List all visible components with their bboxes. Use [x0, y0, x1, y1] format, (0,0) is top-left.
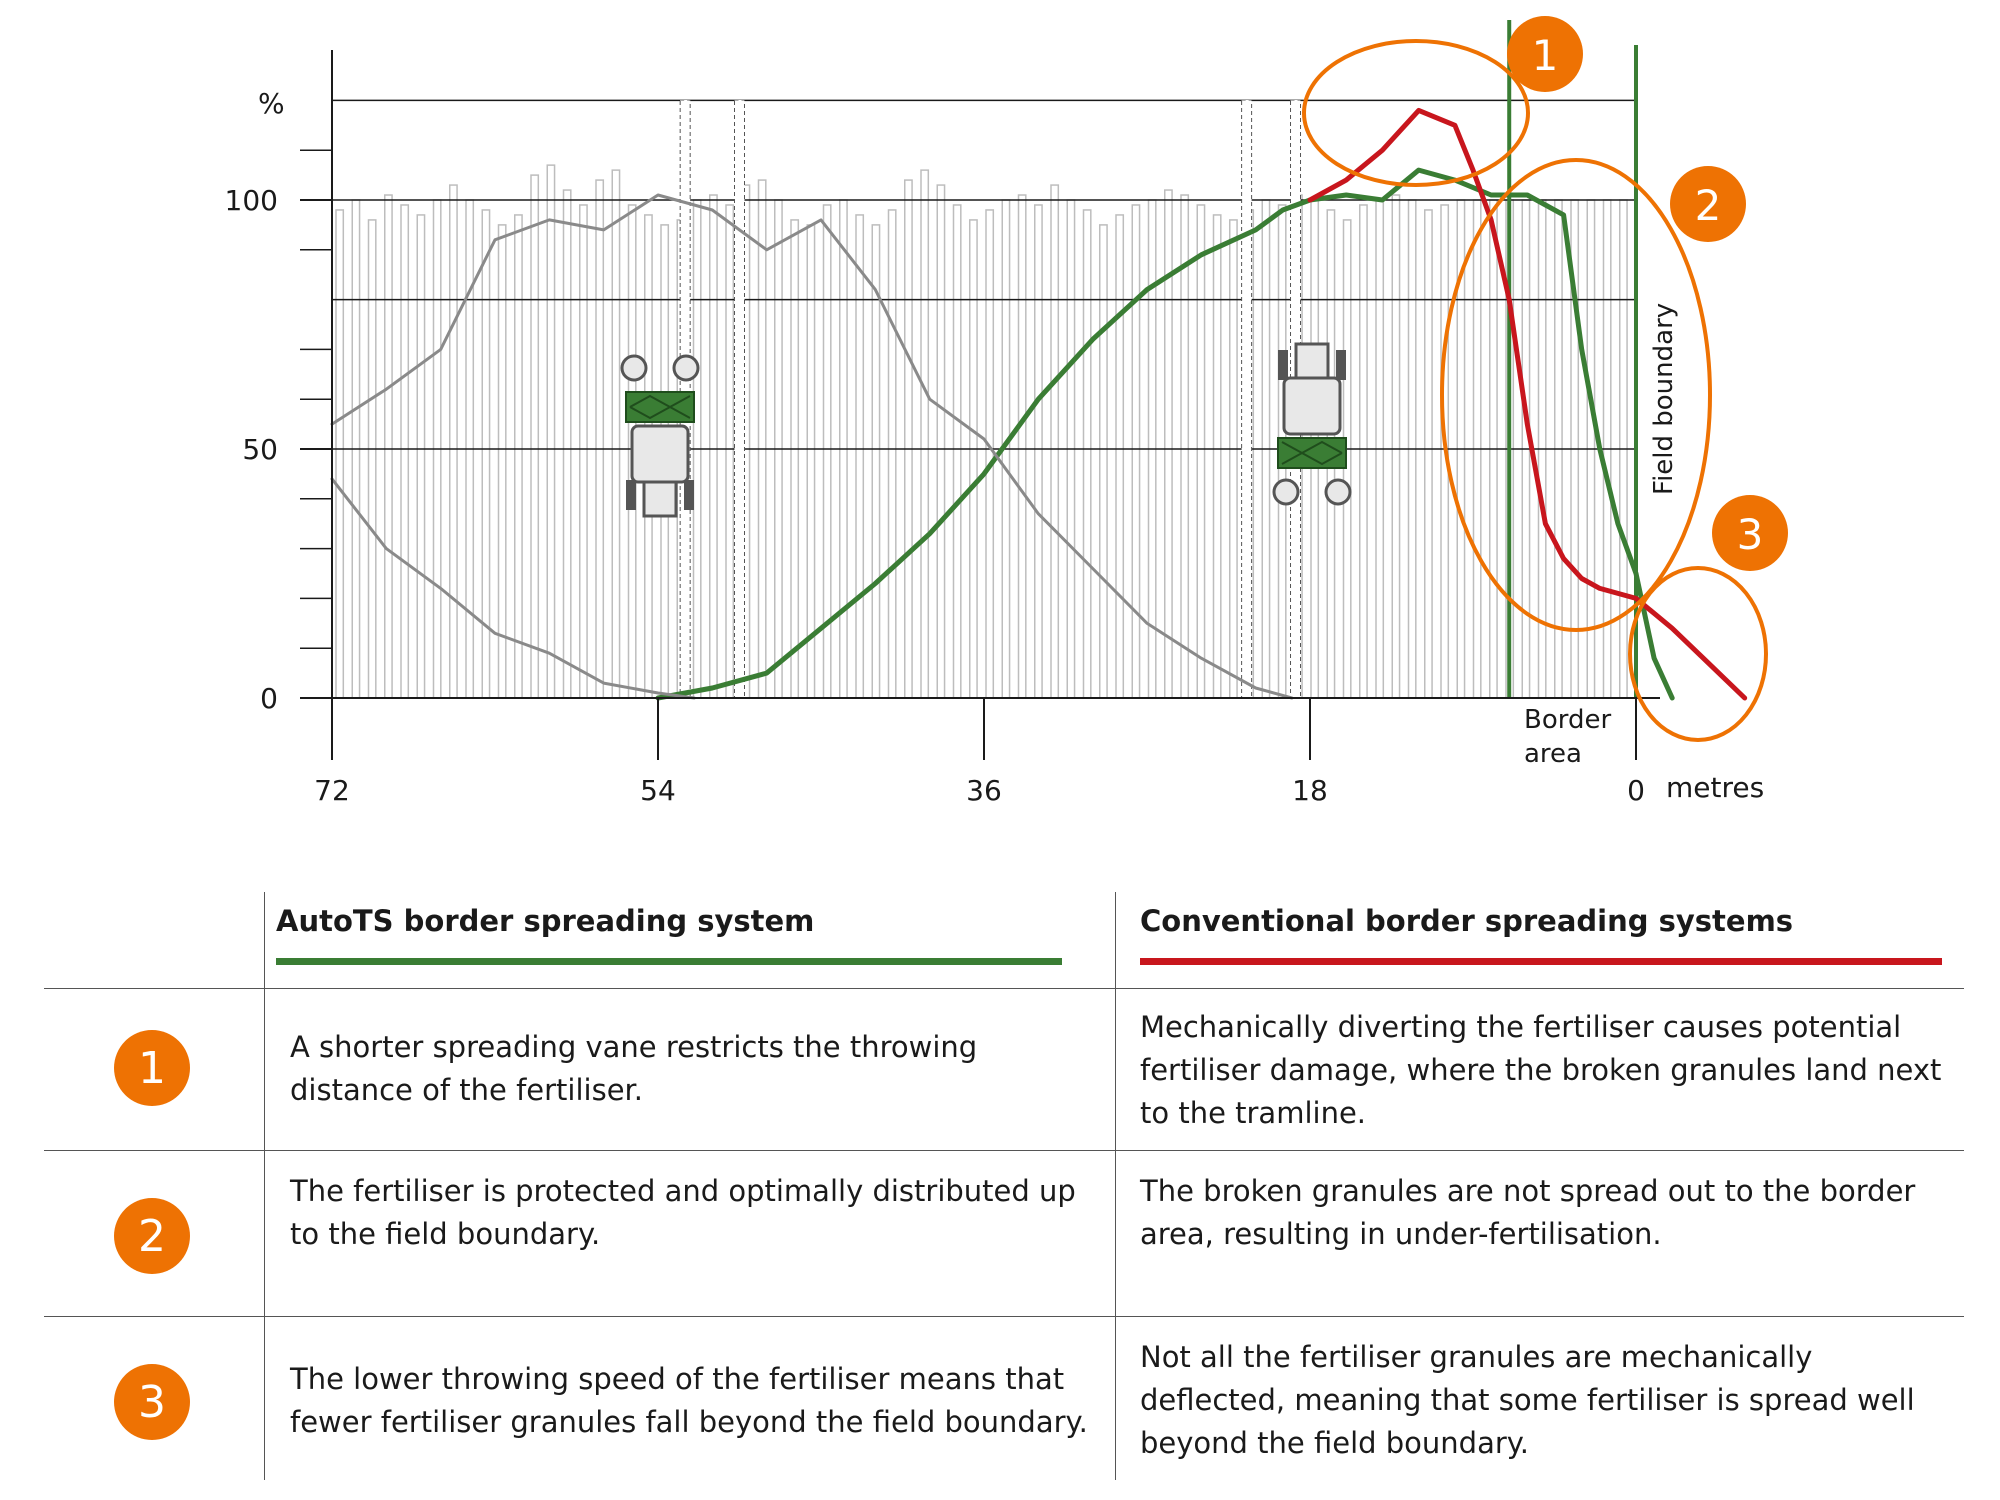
column-header-autots: AutoTS border spreading system [276, 904, 815, 938]
row-badge-1-label: 1 [138, 1042, 166, 1094]
y-axis-unit-label: % [258, 87, 285, 120]
row-badge-1 [114, 1030, 190, 1106]
distribution-bar [1116, 215, 1123, 698]
distribution-bar [1100, 225, 1107, 698]
tramline-marker [735, 100, 745, 698]
distribution-bar [1360, 205, 1367, 698]
distribution-bar [710, 195, 717, 698]
distribution-bar [905, 180, 912, 698]
distribution-bar [759, 180, 766, 698]
x-tick-label: 36 [966, 774, 1002, 807]
distribution-bar [1035, 205, 1042, 698]
distribution-bar [921, 170, 928, 698]
x-axis-unit-label: metres [1666, 771, 1765, 804]
y-tick-label: 100 [224, 184, 278, 217]
comparison-table [44, 892, 1964, 1492]
series-lines [332, 110, 1745, 698]
distribution-bar [726, 205, 733, 698]
table-divider [264, 892, 265, 1480]
distribution-bar [1214, 215, 1221, 698]
table-divider [44, 988, 1964, 989]
row-badge-3 [114, 1364, 190, 1440]
row-badge-3-label: 3 [138, 1376, 166, 1428]
distribution-bar [856, 215, 863, 698]
y-tick-label: 50 [242, 433, 278, 466]
border-area-label: Border [1524, 705, 1612, 735]
badge-1-label: 1 [1531, 31, 1559, 80]
x-tick-label: 0 [1627, 774, 1645, 807]
badge-2-label: 2 [1694, 181, 1722, 230]
distribution-bar [515, 215, 522, 698]
autots-row-3-text: The lower throwing speed of the fertiliser means that fewer fertiliser granules fall beyond the field boundary. [290, 1362, 1088, 1439]
distribution-bar [889, 210, 896, 698]
y-tick-label: 0 [260, 682, 278, 715]
distribution-bar [369, 220, 376, 698]
badge-3-label: 3 [1736, 510, 1764, 559]
series-line-3 [332, 479, 694, 698]
table-divider [44, 1316, 1964, 1317]
distribution-bar [1084, 210, 1091, 698]
distribution-bar [1181, 195, 1188, 698]
table-divider [44, 1150, 1964, 1151]
distribution-bar [531, 175, 538, 698]
distribution-bar [1019, 195, 1026, 698]
tractor-icon-left [622, 356, 698, 516]
autots-color-bar [276, 958, 1062, 965]
distribution-bar [1197, 205, 1204, 698]
field-boundary-label: Field boundary [1649, 302, 1679, 495]
distribution-bars [336, 165, 1627, 698]
distribution-bar [1425, 210, 1432, 698]
x-tick-label: 18 [1292, 774, 1328, 807]
distribution-bar [612, 170, 619, 698]
distribution-bar [401, 205, 408, 698]
conventional-row-3-text: Not all the fertiliser granules are mechanically deflected, meaning that some fertiliser is spread well beyond the field boundary. [1140, 1340, 1915, 1460]
border-area-label-line2: area [1524, 739, 1582, 769]
conventional-color-bar [1140, 958, 1942, 965]
distribution-bar [547, 165, 554, 698]
distribution-bar [499, 225, 506, 698]
distribution-bar [986, 210, 993, 698]
row-badge-2 [114, 1198, 190, 1274]
distribution-bar [1230, 220, 1237, 698]
table-divider [1115, 892, 1116, 1480]
distribution-bar [937, 185, 944, 698]
distribution-bar [417, 215, 424, 698]
distribution-bar [1165, 190, 1172, 698]
conventional-row-2-text: The broken granules are not spread out to the border area, resulting in under-fertilisation. [1140, 1174, 1916, 1251]
distribution-bar [791, 220, 798, 698]
distribution-bar [954, 205, 961, 698]
distribution-bar [450, 185, 457, 698]
tractor-icon-right [1274, 344, 1350, 504]
distribution-bar [596, 180, 603, 698]
column-header-conventional: Conventional border spreading systems [1140, 904, 1794, 938]
autots-row-2-text: The fertiliser is protected and optimally distributed up to the field boundary. [290, 1174, 1076, 1251]
distribution-bar [385, 195, 392, 698]
distribution-bar [970, 220, 977, 698]
x-tick-label: 54 [640, 774, 676, 807]
callout-3 [1630, 495, 1788, 740]
tramline-marker [1242, 100, 1252, 698]
distribution-bar [564, 190, 571, 698]
conventional-row-1-text: Mechanically diverting the fertiliser causes potential fertiliser damage, where the broken granules land next to the tramline. [1140, 1010, 1942, 1130]
distribution-bar [1392, 195, 1399, 698]
distribution-bar [580, 205, 587, 698]
row-badge-2-label: 2 [138, 1210, 166, 1262]
distribution-bar [336, 210, 343, 698]
distribution-bar [1132, 205, 1139, 698]
distribution-bar [1051, 185, 1058, 698]
x-tick-label: 72 [314, 774, 350, 807]
autots-row-1-text: A shorter spreading vane restricts the throwing distance of the fertiliser. [290, 1030, 978, 1107]
distribution-bar [807, 225, 814, 698]
